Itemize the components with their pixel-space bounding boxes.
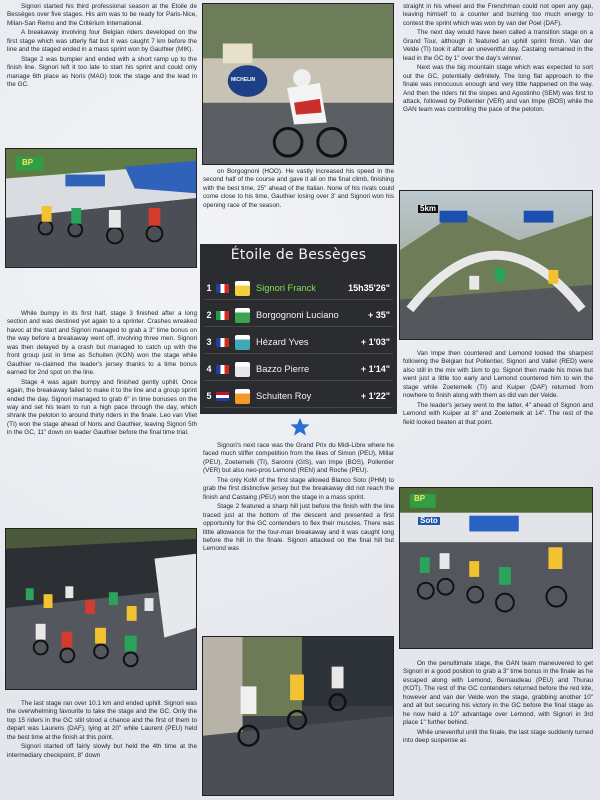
paragraph: Next was the big mountain stage which was expected to sort out the GC, potentially definitely. The long flat approach to the finale was innocuous enough and very little happened on the way. And then the riders hit the slopes and Agostinho (SEM) was first to attack, followed by Pollentier (VER) and van Impe (BOS) while the GAN team was controlling the pace of the peloton. (403, 64, 593, 114)
time-gap: 15h35'26" (348, 283, 390, 294)
race-photo-mountain (399, 190, 593, 340)
rank: 4 (206, 364, 212, 375)
race-photo-sprint-2 (399, 487, 593, 649)
time-gap: + 1'22" (360, 391, 390, 402)
paragraph: A breakaway involving four Belgian riders developed on the first stage which was utterly flat but it was caught 7 km before the line and the staged ended in a mass sprint won by Gauthier (MIK). (7, 29, 197, 54)
column-1-middle (7, 310, 197, 439)
time-gap: + 1'03" (360, 337, 390, 348)
paragraph: The only KoM of the first stage allowed Blanco Soto (PHM) to grab the first distinctive jersey but the breakaway did not reach the finish and Castaing (PEU) won the stage in a mass sprint. (203, 476, 394, 501)
results-row (204, 332, 393, 353)
paragraph: Signori started his third professional season at the Etoile de Bessèges over five stages. His aim was to be ready for Paris-Nice, Milan-San Remo and the Critérium International. (7, 3, 197, 27)
column-1-top (7, 3, 197, 91)
results-row (204, 386, 393, 407)
rank: 2 (206, 310, 212, 321)
paragraph: On the penultimate stage, the GAN team maneuvered to get Signori in a good position to grab a 3" time bonus in the finale as he escaped along with Lemond, Bernaudeau (PEU) and Thurau (KOT). The rest of the GC contenders returned before the red kite, however and van der Velde won the stage, grabbing another 10" and all but securing his victory in the GC before the final stage as he now held a 10" advantage over Lemond, with Signori in 3rd place 1" further behind. (403, 660, 593, 727)
bp-sign: BP (22, 158, 34, 167)
race-photo-climb (202, 636, 394, 796)
paragraph: Signori started off fairly slowly but held the 4th time at the intermediary checkpoint, 8" down (7, 743, 197, 759)
flag-fr-icon (216, 284, 229, 293)
paragraph: The next day would have been called a transition stage on a Grand Tour, although it featured an uphill sprint finish. Van der Velde (TI) took it after an uneventful day. Castaing remained in the lead in the GC by 1" over the day's winner. (403, 29, 593, 62)
race-photo-sprint-1 (5, 148, 197, 268)
flag-fr-icon (216, 338, 229, 347)
flag-nl-icon (216, 392, 229, 401)
team-jersey-icon (235, 308, 250, 323)
rider-name: Hézard Yves (256, 337, 309, 348)
flag-fr-icon (216, 365, 229, 374)
column-3-bottom (403, 660, 593, 747)
paragraph: Stage 4 was again bumpy and finished gently uphill. Once again, the breakaway failed to make it to the line and a group sprint ended the day. Signori managed to grab 6" in time bonuses on the way and set his team to run a high pace through the day, which shrank the peloton to around thirty riders in the finale. Leo van Vliet (TI) won the stage ahead of Noris and Gauthier, leaving Signori 5th in the GC, 11" down on leader Gauthier before the final time trial. (7, 378, 197, 437)
results-row (204, 359, 393, 380)
flag-it-icon (216, 311, 229, 320)
km-marker: 5km (420, 204, 437, 213)
results-row (204, 305, 393, 326)
paragraph: Van Impe then countered and Lemond looked the sharpest following the Belgian but Pollentier, Signori and Vallet (RED) were also still in the mix with 1km to go. Signori then made his move but went just a little too early and Lemond countered him to win the stage while Zoetemelk (TI) and Kuiper (DAF) returned from nowhere to finish along with them as did van der Velde. (403, 350, 593, 400)
rider-name: Signori Franck (256, 283, 316, 294)
star-icon (289, 416, 311, 438)
time-gap: + 1'14" (360, 364, 390, 375)
results-title: Étoile de Bessèges (230, 247, 367, 263)
time-gap: + 35" (367, 310, 390, 321)
race-photo-time-trial (202, 3, 394, 165)
row-divider (204, 407, 393, 408)
row-divider (204, 353, 393, 354)
paragraph: Stage 2 was bumpier and ended with a short ramp up to the finish line. Signori left it too late to start his sprint and could only manage 6th place as Noris (MAG) took the stage and the lead in the GC. (7, 55, 197, 89)
bp-sign: BP (414, 494, 426, 503)
paragraph: on Borgognoni (HOO). He vastly increased his speed in the second half of the course and gave it all on the final climb, finishing with the best time, 25" ahead of the Italian. None of his rivals could come close to his time, Gauthier losing over 3' and Signori won his opening race of the season. (203, 168, 394, 209)
paragraph: The last stage ran over 10.1 km and ended uphill. Signori was the overwhelming favourite to take the stage and the GC. Only the top 15 riders in the GC still stood a chance and the first of them to depart was Laurens (DAF), lying at 20" while Laurent (PEU) held the best time at the finish at this point. (7, 700, 197, 741)
rider-name: Bazzo Pierre (256, 364, 310, 375)
column-2-bottom (203, 442, 394, 555)
results-table (200, 244, 397, 414)
paragraph: The leader's jersey went to the latter, 4" ahead of Signori and Lemond with Kuiper at 8" and Zoetemelk at 14". The rest of the field looked beaten at that point. (403, 401, 593, 426)
paragraph: Signori's next race was the Grand Prix du Midi-Libre where he faced much stiffer competition from the likes of Simon (PEU), Millar (PEU), Zoetemelk (TI), Saronni (GIS), van Impe (BOS), Pollentier (VER) but also neo-pros Lemond (REN) and Roche (PEU). (203, 442, 394, 475)
column-1-bottom (7, 700, 197, 761)
team-jersey-icon (235, 281, 250, 296)
team-jersey-icon (235, 362, 250, 377)
row-divider (204, 326, 393, 327)
rank: 3 (206, 337, 212, 348)
michelin-sign: MICHELIN (231, 77, 256, 83)
rider-name: Schuiten Roy (256, 391, 312, 402)
row-divider (204, 380, 393, 381)
row-divider (204, 299, 393, 300)
column-3-middle (403, 350, 593, 428)
paragraph: While uneventful until the finale, the last stage suddenly turned into deep suspense as (403, 728, 593, 745)
paragraph: While bumpy in its first half, stage 3 finished after a long section and was destined yet again to a sprinter. Crashes wreaked havoc at the start and Signori managed to grab a 3" time bonus on the way before a breakaway went off, involving three men. Signori was then delayed by a crash but managed to catch up with the front group just in time as Schuiten (KON) won the stage while Gauthier re-claimed the leader's jersey thanks to a time bonus earned for 2nd spot on the line. (7, 310, 197, 377)
soto-sign: Soto (420, 516, 438, 525)
rank: 1 (206, 283, 212, 294)
paragraph: Stage 2 featured a sharp hill just before the finish with the line traced just at the bottom of the descent and presented a first opportunity for the GC contenders to flex their muscles. There was little allowance for the four-man breakaway and it was caught long before the hill in the finale. Signori attacked on the final hill but Lemond was (203, 503, 394, 553)
race-photo-peloton (5, 528, 197, 690)
team-jersey-icon (235, 335, 250, 350)
column-2-top (203, 168, 394, 211)
rank: 5 (206, 391, 212, 402)
team-jersey-icon (235, 389, 250, 404)
rider-name: Borgognoni Luciano (256, 310, 339, 321)
results-row (204, 278, 393, 299)
column-3-top (403, 3, 593, 116)
paragraph: straight in his wheel and the Frenchman could not open any gap, leaving himself to a counter and burning too much energy to contest the sprint which was won by van der Poel (DAF). (403, 3, 593, 27)
